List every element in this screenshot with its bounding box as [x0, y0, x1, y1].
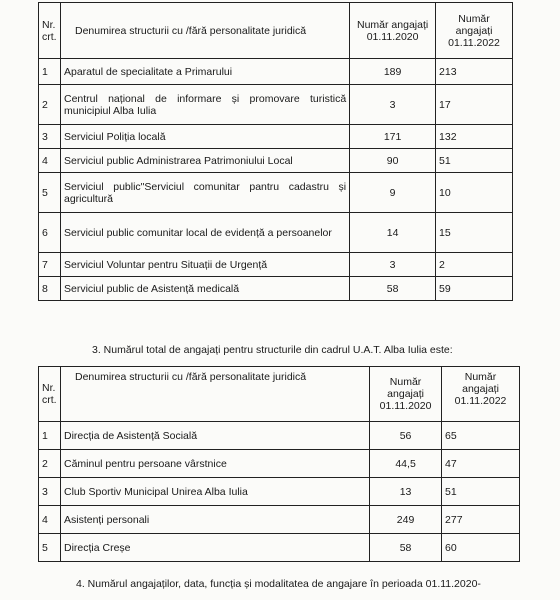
row-count-2020: 44,5 — [370, 450, 442, 478]
row-number: 4 — [39, 149, 61, 173]
row-structure-name: Serviciul public"Serviciul comunitar pantru cadastru și agricultură — [60, 173, 349, 213]
row-structure-name: Centrul național de informare și promovare turistică municipiul Alba Iulia — [60, 85, 349, 125]
row-count-2022: 17 — [436, 85, 513, 125]
row-count-2020: 90 — [350, 149, 436, 173]
row-count-2022: 47 — [442, 450, 520, 478]
table-row — [39, 85, 513, 125]
section-4-heading: 4. Numărul angajaților, data, funcția și modalitatea de angajare în perioada 01.11.2020- — [76, 578, 481, 590]
row-structure-name: Căminul pentru persoane vârstnice — [60, 450, 369, 478]
table-row — [39, 277, 513, 301]
table-row — [39, 173, 513, 213]
row-count-2020: 56 — [370, 422, 442, 450]
row-structure-name: Direcția de Asistență Socială — [60, 422, 369, 450]
row-structure-name: Asistenți personali — [60, 506, 369, 534]
row-count-2020: 14 — [350, 213, 436, 253]
table-row — [39, 59, 513, 85]
row-structure-name: Aparatul de specialitate a Primarului — [60, 59, 349, 85]
header-2020: Număr angajați 01.11.2020 — [370, 367, 442, 422]
row-count-2022: 2 — [436, 253, 513, 277]
table-row — [39, 478, 520, 506]
row-count-2022: 10 — [436, 173, 513, 213]
row-count-2020: 3 — [350, 85, 436, 125]
table-row — [39, 125, 513, 149]
row-number: 2 — [39, 85, 61, 125]
row-count-2022: 51 — [442, 478, 520, 506]
table-row — [39, 422, 520, 450]
row-number: 5 — [39, 173, 61, 213]
structures-table-1 — [38, 2, 513, 301]
row-number: 7 — [39, 253, 61, 277]
row-count-2022: 213 — [436, 59, 513, 85]
row-number: 2 — [39, 450, 61, 478]
row-count-2020: 13 — [370, 478, 442, 506]
row-number: 3 — [39, 478, 61, 506]
row-count-2020: 189 — [350, 59, 436, 85]
header-nr: Nr. crt. — [39, 367, 61, 422]
row-count-2020: 58 — [370, 534, 442, 562]
header-nr: Nr. crt. — [39, 3, 61, 59]
row-count-2020: 171 — [350, 125, 436, 149]
row-count-2020: 9 — [350, 173, 436, 213]
row-structure-name: Serviciul public comunitar local de evidență a persoanelor — [60, 213, 349, 253]
row-count-2020: 3 — [350, 253, 436, 277]
row-structure-name: Club Sportiv Municipal Unirea Alba Iulia — [60, 478, 369, 506]
row-number: 8 — [39, 277, 61, 301]
section-3-heading: 3. Numărul total de angajați pentru structurile din cadrul U.A.T. Alba Iulia este: — [92, 344, 453, 356]
row-number: 3 — [39, 125, 61, 149]
row-count-2022: 132 — [436, 125, 513, 149]
row-count-2022: 60 — [442, 534, 520, 562]
row-count-2020: 58 — [350, 277, 436, 301]
table-row — [39, 450, 520, 478]
table-row — [39, 534, 520, 562]
header-name: Denumirea structurii cu /fără personalitate juridică — [60, 3, 349, 59]
row-count-2022: 277 — [442, 506, 520, 534]
row-count-2022: 59 — [436, 277, 513, 301]
row-count-2022: 15 — [436, 213, 513, 253]
header-name: Denumirea structurii cu /fără personalitate juridică — [60, 367, 369, 422]
row-count-2020: 249 — [370, 506, 442, 534]
row-structure-name: Direcția Creșe — [60, 534, 369, 562]
table-row — [39, 506, 520, 534]
row-structure-name: Serviciul Poliția locală — [60, 125, 349, 149]
table-row — [39, 213, 513, 253]
row-structure-name: Serviciul public Administrarea Patrimoniului Local — [60, 149, 349, 173]
header-2022: Număr angajați 01.11.2022 — [442, 367, 520, 422]
table-row — [39, 149, 513, 173]
row-structure-name: Serviciul public de Asistență medicală — [60, 277, 349, 301]
row-number: 5 — [39, 534, 61, 562]
structures-table-2 — [38, 366, 520, 562]
row-number: 1 — [39, 59, 61, 85]
row-structure-name: Serviciul Voluntar pentru Situații de Urgență — [60, 253, 349, 277]
row-count-2022: 51 — [436, 149, 513, 173]
header-2020: Număr angajați 01.11.2020 — [350, 3, 436, 59]
table-row — [39, 253, 513, 277]
row-count-2022: 65 — [442, 422, 520, 450]
header-2022: Număr angajați 01.11.2022 — [436, 3, 513, 59]
row-number: 4 — [39, 506, 61, 534]
row-number: 1 — [39, 422, 61, 450]
row-number: 6 — [39, 213, 61, 253]
